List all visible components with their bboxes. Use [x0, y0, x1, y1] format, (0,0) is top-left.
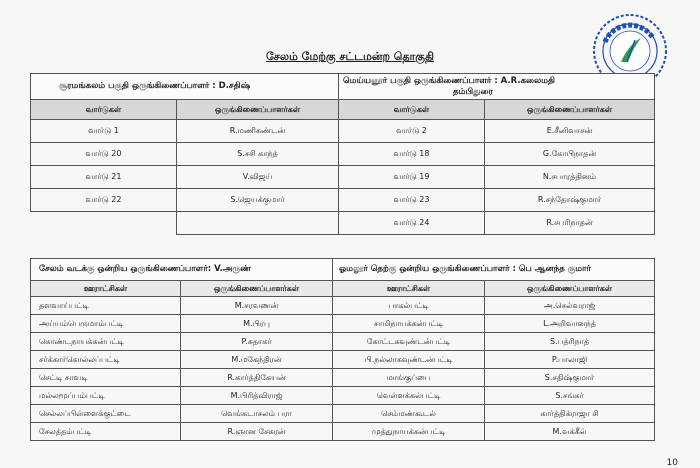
column-header-coordinators: ஒருங்கிணைப்பாளர்கள் — [485, 100, 655, 120]
table-row — [31, 369, 655, 387]
coordinator-cell: P.சுதாகர் — [181, 333, 333, 351]
coordinator-cell: E.சீனிவாசன் — [485, 120, 655, 143]
ward-cell: வார்டு 20 — [31, 143, 177, 166]
table-row — [31, 297, 655, 315]
coordinator-cell: R.மணிகண்டன் — [177, 120, 339, 143]
column-header-coordinators: ஒருங்கிணைப்பாளர்கள் — [485, 281, 655, 297]
ward-cell: வார்டு 24 — [339, 212, 485, 235]
coordinator-cell: R.ஞான சேகரன் — [181, 423, 333, 441]
village-cell: பி.நல்லாகவுண்டன்பட்டி — [333, 351, 485, 369]
table-row — [31, 333, 655, 351]
column-header-villages: ஊராட்சிகள் — [31, 281, 181, 297]
meyyanur-header — [339, 74, 655, 100]
coordinator-cell: M.சரவணன் — [181, 297, 333, 315]
page-number: 10 — [666, 458, 678, 468]
table-row — [31, 423, 655, 441]
empty-cell — [177, 212, 339, 235]
ward-cell: வார்டு 18 — [339, 143, 485, 166]
ward-cell: வார்டு 19 — [339, 166, 485, 189]
column-header-villages: ஊராட்சிகள் — [333, 281, 485, 297]
ward-cell: வார்டு 2 — [339, 120, 485, 143]
meyyanur-header-line1: மெய்யனூர் பகுதி ஒருங்கிணைப்பாளர் : A.R.கலைமதி — [343, 75, 555, 86]
village-cell: செட்டி சாவடி — [31, 369, 181, 387]
coordinator-cell: அ.செல்வராஜ் — [485, 297, 655, 315]
meyyanur-header-line2: தம்பிதுரை — [453, 86, 493, 97]
table-row — [31, 189, 655, 212]
ward-cell: வார்டு 23 — [339, 189, 485, 212]
salem-north-union-header: சேலம் வடக்கு ஒன்றிய ஒருங்கிணைப்பாளர்: V.அருண் — [31, 259, 333, 281]
table-row — [31, 143, 655, 166]
table-row — [31, 120, 655, 143]
coordinator-cell: M.பிரித்விராஜ் — [181, 387, 333, 405]
coordinator-cell: S.சதிஷ்குமார் — [485, 369, 655, 387]
union-coordinators-table — [30, 258, 655, 441]
coordinator-cell: S.பத்ரிநாத் — [485, 333, 655, 351]
west-constituency-table — [30, 73, 655, 235]
column-header-coordinators: ஒருங்கிணைப்பாளர்கள் — [181, 281, 333, 297]
coordinator-cell: V.விஜய் — [177, 166, 339, 189]
coordinator-cell: R.சந்தோஷ்குமார் — [485, 189, 655, 212]
village-cell: செல்லப்பிள்ளைக்குட்டை — [31, 405, 181, 423]
coordinator-cell: P.பாலாஜி — [485, 351, 655, 369]
village-cell: தளவாய்பட்டி — [31, 297, 181, 315]
coordinator-cell: S.சங்கர் — [485, 387, 655, 405]
coordinator-cell: G.கோபிநாதன் — [485, 143, 655, 166]
coordinator-cell: N.சபாரத்தினம் — [485, 166, 655, 189]
village-cell: மல்லமூப்பம்பட்டி — [31, 387, 181, 405]
village-cell: மாங்குப்பை — [333, 369, 485, 387]
column-header-coordinators: ஒருங்கிணைப்பாளர்கள் — [177, 100, 339, 120]
table-row — [31, 387, 655, 405]
omalur-south-union-header: ஓமலூர் தெற்கு ஒன்றிய ஒருங்கிணைப்பாளர் : பெ ஆனந்த குமார் — [333, 259, 655, 281]
coordinator-cell: R.சபரிநாதன் — [485, 212, 655, 235]
column-header-wards: வார்டுகள் — [31, 100, 177, 120]
village-cell: முத்துநாயக்கன்பட்டி — [333, 423, 485, 441]
village-cell: கோட்டகவுண்டன்பட்டி — [333, 333, 485, 351]
ward-cell: வார்டு 21 — [31, 166, 177, 189]
empty-cell — [31, 212, 177, 235]
ward-cell: வார்டு 1 — [31, 120, 177, 143]
coordinator-cell: M.மகேந்திரன் — [181, 351, 333, 369]
coordinator-cell: S.ஜெயக்குமார் — [177, 189, 339, 212]
coordinator-cell: M.பிரபு — [181, 315, 333, 333]
village-cell: சர்க்கார்கொல்லப்பட்டி — [31, 351, 181, 369]
coordinator-cell: L.அறிவானந்த் — [485, 315, 655, 333]
village-cell: கொண்டநாயக்கன்பட்டி — [31, 333, 181, 351]
village-cell: அய்யம்பெருமாம்பட்டி — [31, 315, 181, 333]
village-cell: சாமிநாயக்கன்பட்டி — [333, 315, 485, 333]
coordinator-cell: R.கார்த்திகேயன் — [181, 369, 333, 387]
table-row — [31, 166, 655, 189]
village-cell: சேலத்தம்பட்டி — [31, 423, 181, 441]
table-row — [31, 405, 655, 423]
coordinator-cell: கார்த்திக்ராஜா சி — [485, 405, 655, 423]
ward-cell: வார்டு 22 — [31, 189, 177, 212]
village-cell: பாகல்பட்டி — [333, 297, 485, 315]
village-cell: செம்மண்கூடல் — [333, 405, 485, 423]
page-title: சேலம் மேற்கு சட்டமன்ற தொகுதி — [265, 50, 435, 63]
table-row — [31, 351, 655, 369]
village-cell: வெள்ளக்கல்பட்டி — [333, 387, 485, 405]
table-row — [31, 212, 655, 235]
table-row — [31, 315, 655, 333]
suramangalam-header: சூரமங்கலம் பகுதி ஒருங்கிணைப்பாளர் : D.சதிஷ் — [31, 74, 339, 100]
column-header-wards: வார்டுகள் — [339, 100, 485, 120]
coordinator-cell: M.வக்கீல் — [485, 423, 655, 441]
coordinator-cell: S.சசி காந்த் — [177, 143, 339, 166]
coordinator-cell: வெங்கடாசலம் பரா — [181, 405, 333, 423]
